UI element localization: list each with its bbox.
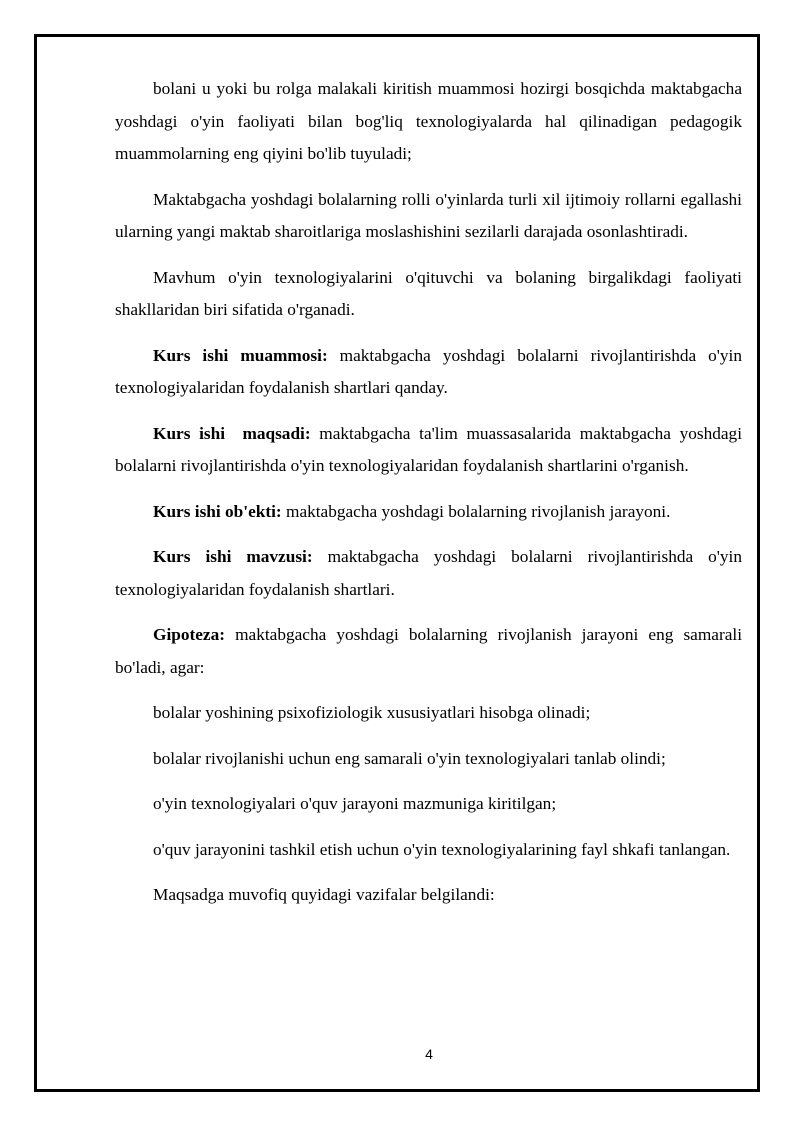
paragraph-hypothesis: Gipoteza: maktabgacha yoshdagi bolalarning rivojlanish jarayoni eng samarali bo'ladi, agar: (115, 625, 742, 677)
document-body (115, 73, 742, 925)
goal-label: Kurs ishi maqsadi: (153, 423, 311, 443)
paragraph-problem: Kurs ishi muammosi: maktabgacha yoshdagi bolalarni rivojlantirishda o'yin texnologiyalaridan foydalanish shartlari qanday. (115, 345, 742, 397)
paragraph-condition-2: bolalar rivojlanishi uchun eng samarali o'yin texnologiyalari tanlab olindi; (153, 748, 666, 768)
hypothesis-label: Gipoteza: (153, 625, 225, 644)
paragraph-tasks-intro: Maqsadga muvofiq quyidagi vazifalar belgilandi: (153, 885, 495, 904)
paragraph-abstract-games: Mavhum o'yin texnologiyalarini o'qituvchi va bolaning birgalikdagi faoliyati shakllaridan biri sifatida o'rganadi. (115, 267, 742, 319)
paragraph-condition-3: o'yin texnologiyalari o'quv jarayoni mazmuniga kiritilgan; (153, 794, 557, 813)
paragraph-condition-4: o'quv jarayonini tashkil etish uchun o'yin texnologiyalarining fayl shkafi tanlangan. (153, 839, 731, 859)
paragraph-goal: Kurs ishi maqsadi: maktabgacha ta'lim muassasalarida maktabgacha yoshdagi bolalarni rivojlantirishda o'yin texnologiyalaridan foydalanish shartlarini o'rganish. (115, 423, 742, 475)
object-label: Kurs ishi ob'ekti: (153, 501, 282, 521)
page-number: 4 (425, 1046, 433, 1062)
paragraph-condition-1: bolalar yoshining psixofiziologik xususiyatlari hisobga olinadi; (153, 703, 591, 722)
subject-label: Kurs ishi mavzusi: (153, 547, 313, 566)
problem-label: Kurs ishi muammosi: (153, 345, 328, 365)
paragraph-role-games: Maktabgacha yoshdagi bolalarning rolli o'yinlarda turli xil ijtimoiy rollarni egallashi ularning yangi maktab sharoitlariga moslashishini sezilarli darajada osonlashtiradi. (115, 189, 742, 241)
paragraph-subject: Kurs ishi mavzusi: maktabgacha yoshdagi bolalarni rivojlantirishda o'yin texnologiyalaridan foydalanish shartlari. (115, 547, 742, 599)
paragraph-object: Kurs ishi ob'ekti: maktabgacha yoshdagi bolalarning rivojlanish jarayoni. (153, 501, 671, 521)
paragraph-role-problem: bolani u yoki bu rolga malakali kiritish muammosi hozirgi bosqichda maktabgacha yoshdagi o'yin faoliyati bilan bog'liq texnologiyalarda hal qilinadigan pedagogik muammolarning eng qiyini bo'lib tuyuladi; (115, 79, 742, 163)
